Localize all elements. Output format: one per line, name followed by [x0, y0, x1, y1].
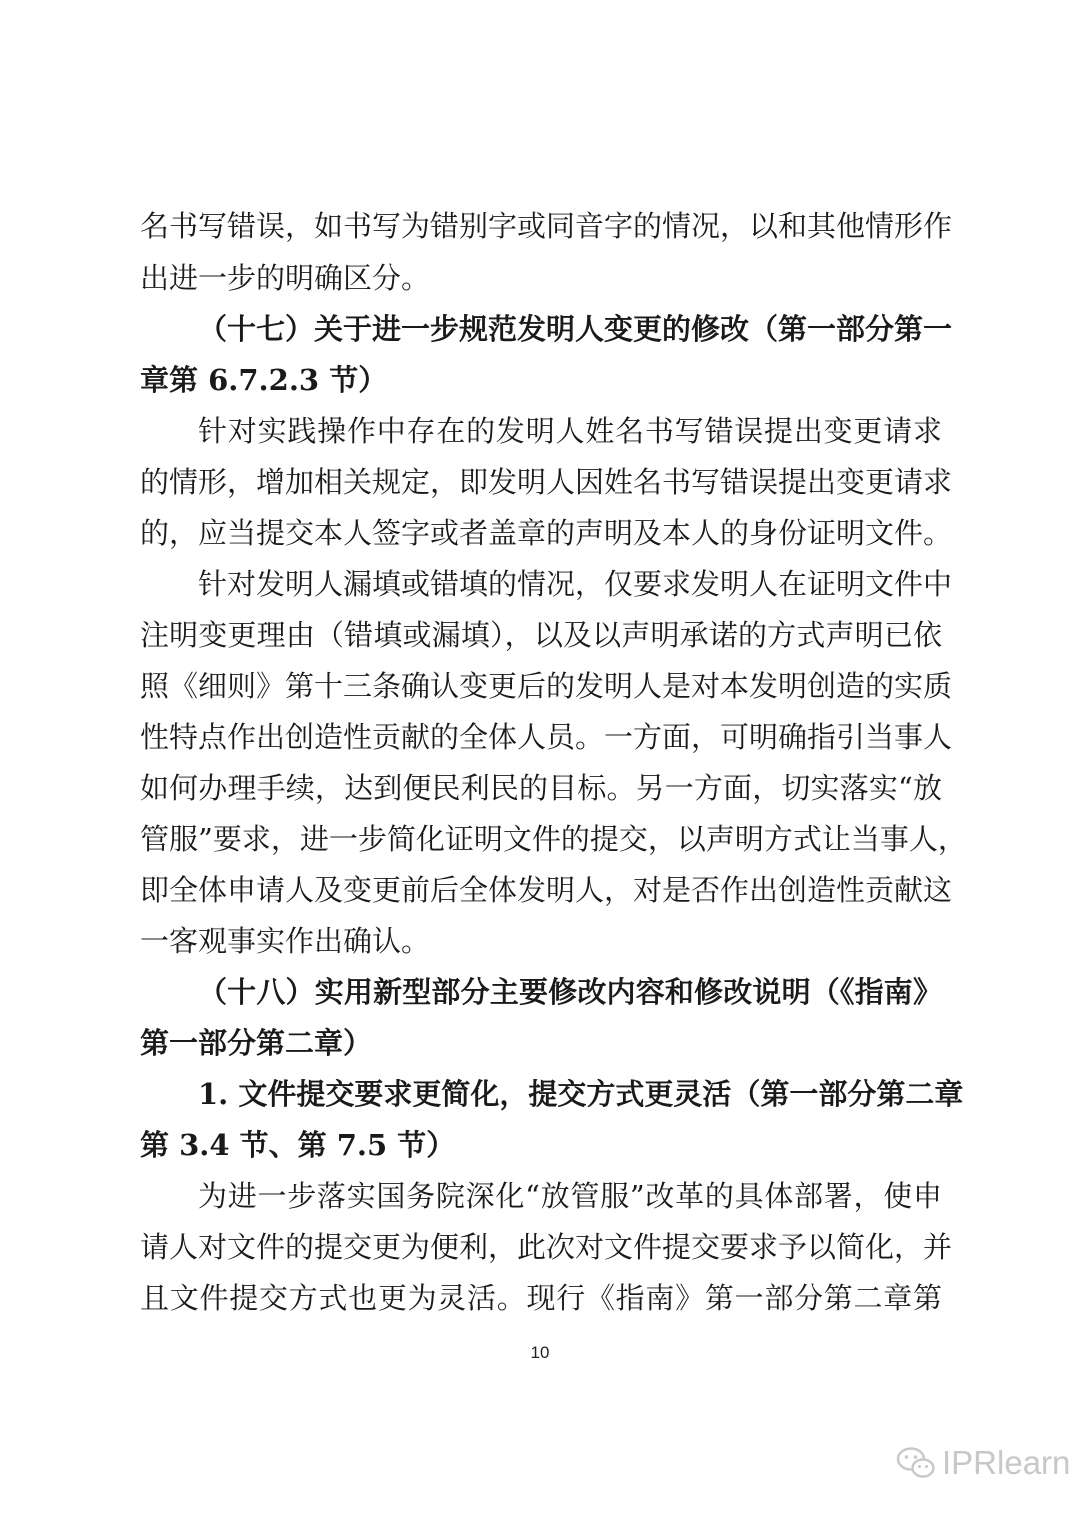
- paragraph-line: 注明变更理由（错填或漏填），以及以声明承诺的方式声明已依: [140, 618, 942, 652]
- watermark-text: IPRlearn: [942, 1444, 1071, 1481]
- section-heading-line: （十八）实用新型部分主要修改内容和修改说明（《指南》: [198, 975, 942, 1009]
- paragraph-line: 如何办理手续，达到便民利民的目标。另一方面，切实落实“放: [140, 771, 942, 805]
- section-heading-line: （十七）关于进一步规范发明人变更的修改（第一部分第一: [198, 312, 953, 346]
- section-heading-line: 第一部分第二章）: [140, 1026, 373, 1060]
- paragraph-line: 针对实践操作中存在的发明人姓名书写错误提出变更请求: [198, 414, 942, 448]
- paragraph-line: 即全体申请人及变更前后全体发明人，对是否作出创造性贡献这: [140, 873, 953, 907]
- paragraph-line: 的，应当提交本人签字或者盖章的声明及本人的身份证明文件。: [140, 516, 953, 550]
- paragraph-line: 且文件提交方式也更为灵活。现行《指南》第一部分第二章第: [140, 1281, 942, 1315]
- paragraph-line: 照《细则》第十三条确认变更后的发明人是对本发明创造的实质: [140, 669, 953, 703]
- section-heading-line: 章第 6.7.2.3 节）: [140, 363, 388, 397]
- paragraph-line: 性特点作出创造性贡献的全体人员。一方面，可明确指引当事人: [140, 720, 953, 754]
- paragraph-line: 的情形，增加相关规定，即发明人因姓名书写错误提出变更请求: [140, 465, 953, 499]
- paragraph-line: 出进一步的明确区分。: [140, 261, 431, 295]
- watermark: [896, 1441, 1070, 1485]
- section-heading-line: 第 3.4 节、第 7.5 节）: [140, 1128, 456, 1162]
- wechat-icon: [896, 1446, 936, 1480]
- paragraph-line: 请人对文件的提交更为便利，此次对文件提交要求予以简化，并: [140, 1230, 953, 1264]
- page-number: 10: [530, 1343, 550, 1362]
- paragraph-line: 一客观事实作出确认。: [140, 924, 431, 958]
- paragraph-line: 为进一步落实国务院深化“放管服”改革的具体部署，使申: [198, 1179, 942, 1213]
- paragraph-line: 针对发明人漏填或错填的情况，仅要求发明人在证明文件中: [198, 567, 953, 601]
- paragraph-line: 名书写错误，如书写为错别字或同音字的情况，以和其他情形作: [140, 209, 953, 243]
- section-heading-line: 1. 文件提交要求更简化，提交方式更灵活（第一部分第二章: [198, 1077, 964, 1111]
- paragraph-line: 管服”要求，进一步简化证明文件的提交，以声明方式让当事人，: [140, 822, 967, 856]
